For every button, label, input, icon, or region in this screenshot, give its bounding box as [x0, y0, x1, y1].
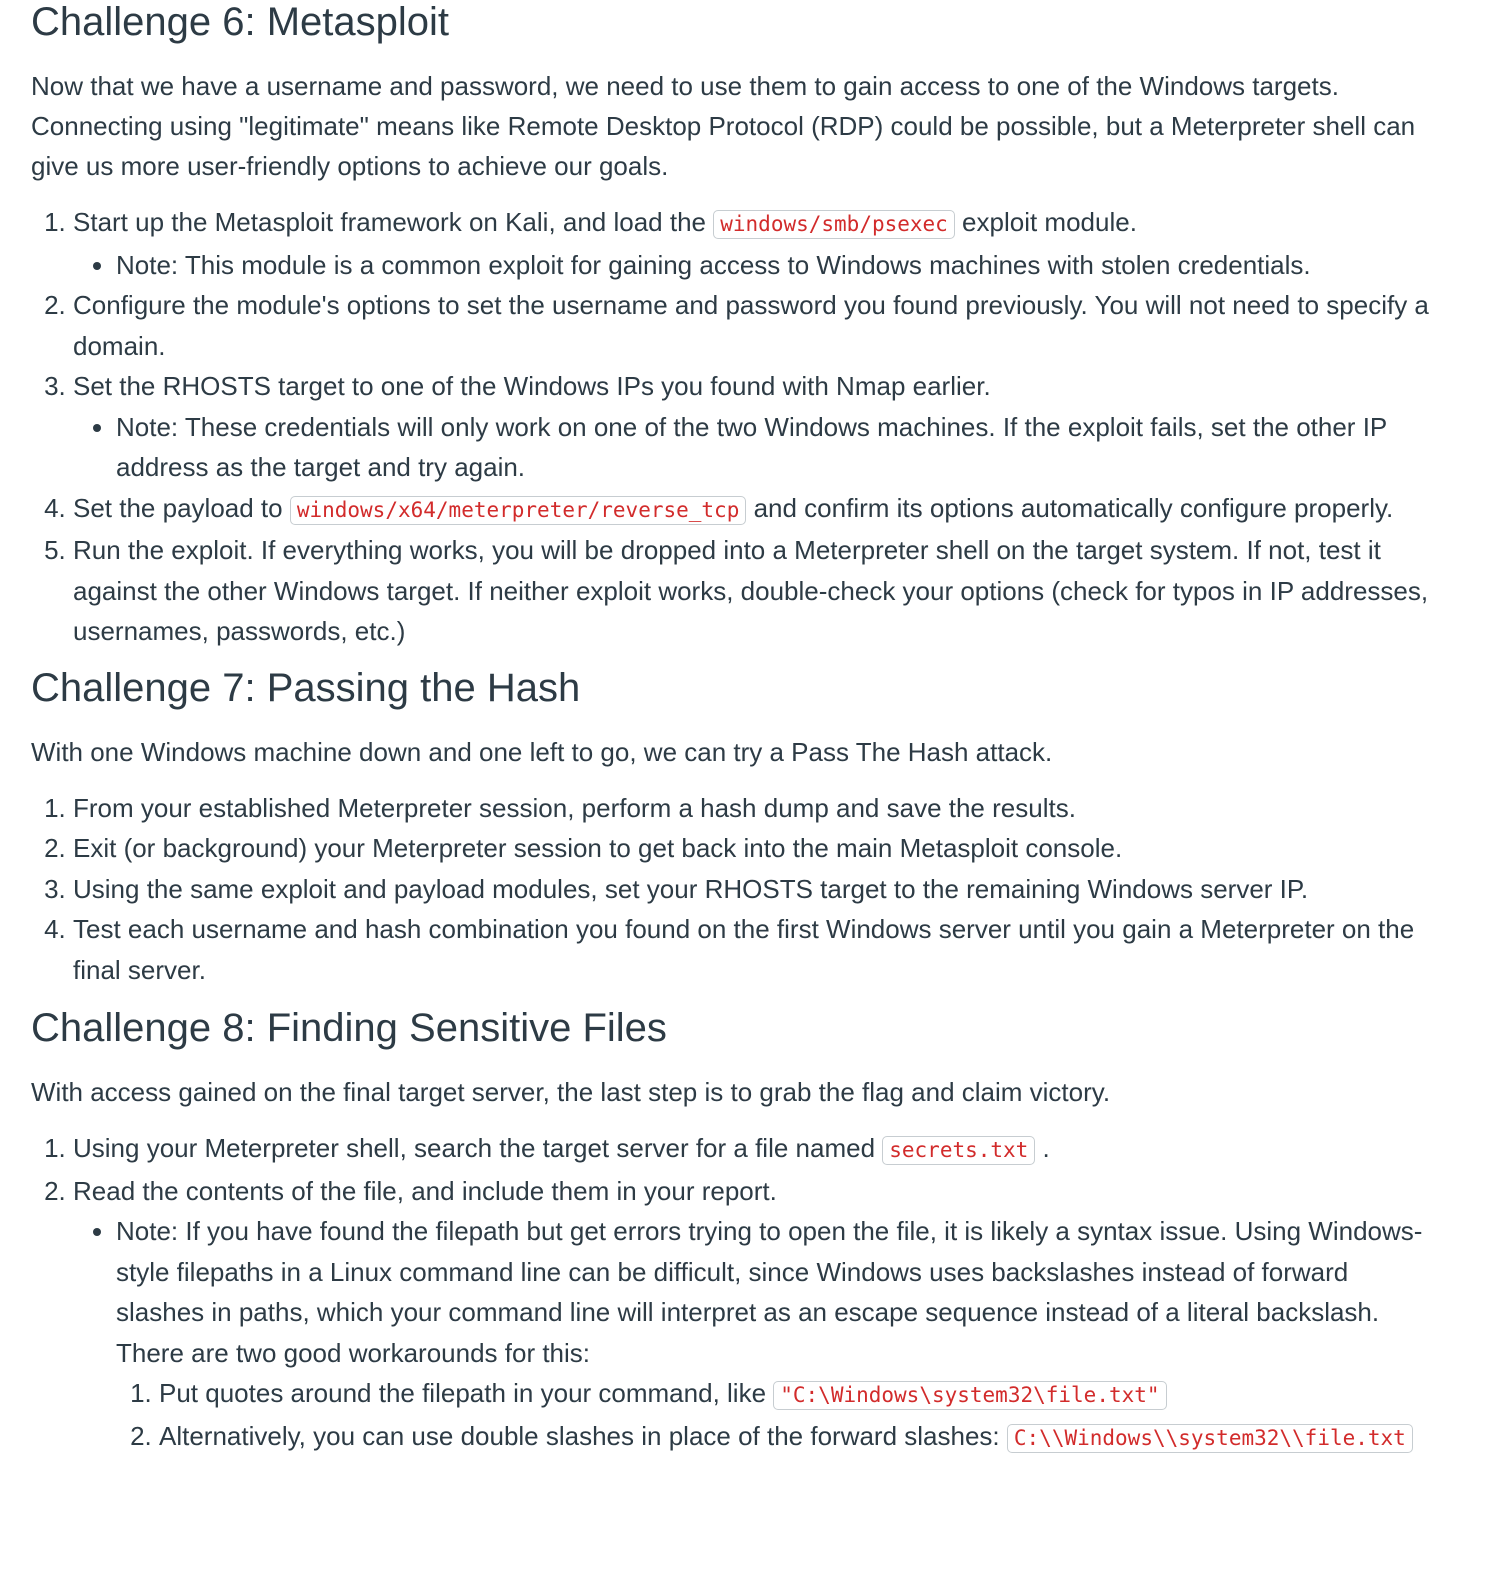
- workaround-item: [159, 1373, 1431, 1416]
- list-item: 1. From your established Meterpreter session, perform a hash dump and save the results.: [73, 788, 1431, 829]
- challenge-6-intro: Now that we have a username and password, we need to use them to gain access to one of the Windows targets. Connecting using "legitimate" means like Remote Desktop Protocol (RDP) could be possible, but a Meterpreter shell can give us more user-friendly options to achieve our goals.: [31, 71, 1416, 181]
- challenge-8-steps: [31, 1128, 1431, 1458]
- challenge-7-heading: Challenge 7: Passing the Hash: [31, 665, 581, 710]
- challenge-8-intro: With access gained on the final target server, the last step is to grab the flag and claim victory.: [31, 1077, 1111, 1107]
- workaround-item: [159, 1416, 1431, 1459]
- list-item: 2. Exit (or background) your Meterpreter session to get back into the main Metasploit console.: [73, 828, 1431, 869]
- step-text: .: [1035, 1133, 1050, 1163]
- code-snippet: "C:\Windows\system32\file.txt": [773, 1381, 1166, 1410]
- step-text: and confirm its options automatically configure properly.: [746, 492, 1394, 523]
- note-text: Note: If you have found the filepath but get errors trying to open the file, it is likely a syntax issue. Using Windows-style filepaths in a Linux command line can be difficult, since Windows uses backslashes instead of forward slashes in paths, which your command line will interpret as an escape sequence instead of a literal backslash. There are two good workarounds for this:: [116, 1216, 1423, 1368]
- list-item: [73, 488, 1431, 531]
- note-item: [116, 1211, 1431, 1458]
- note-list: [73, 245, 1431, 286]
- workaround-text: Put quotes around the filepath in your command, like: [159, 1378, 774, 1408]
- list-item: [73, 202, 1431, 285]
- note-list: [73, 1211, 1431, 1458]
- challenge-6-steps: [31, 202, 1431, 652]
- note-item: • Note: This module is a common exploit for gaining access to Windows machines with stolen credentials.: [116, 245, 1431, 286]
- list-item: [73, 1171, 1431, 1459]
- challenge-6-heading: Challenge 6: Metasploit: [31, 0, 450, 44]
- code-snippet: windows/smb/psexec: [713, 210, 955, 239]
- list-item: 3. Using the same exploit and payload modules, set your RHOSTS target to the remaining Windows server IP.: [73, 869, 1431, 910]
- step-text: Using your Meterpreter shell, search the target server for a file named: [73, 1133, 883, 1163]
- note-item: • Note: These credentials will only work on one of the two Windows machines. If the exploit fails, set the other IP address as the target and try again.: [116, 407, 1431, 488]
- workaround-list: [116, 1373, 1431, 1458]
- code-snippet: windows/x64/meterpreter/reverse_tcp: [290, 496, 747, 525]
- code-snippet: secrets.txt: [882, 1136, 1035, 1165]
- step-text: Set the payload to: [73, 492, 290, 523]
- list-item: 5. Run the exploit. If everything works, you will be dropped into a Meterpreter shell on the target system. If not, test it against the other Windows target. If neither exploit works, double-check your options (check for typos in IP addresses, usernames, passwords, etc.): [73, 530, 1431, 652]
- challenge-8-heading: Challenge 8: Finding Sensitive Files: [31, 1006, 667, 1050]
- challenge-7-intro: With one Windows machine down and one left to go, we can try a Pass The Hash attack.: [31, 736, 1053, 767]
- challenge-7-steps: [31, 788, 1431, 991]
- code-snippet: C:\\Windows\\system32\\file.txt: [1007, 1424, 1413, 1453]
- list-item: [73, 1128, 1431, 1171]
- list-item: 4. Test each username and hash combination you found on the first Windows server until you gain a Meterpreter on the final server.: [73, 909, 1431, 990]
- step-text: Read the contents of the file, and include them in your report.: [73, 1175, 777, 1206]
- workaround-text: Alternatively, you can use double slashes in place of the forward slashes:: [159, 1420, 1007, 1451]
- step-text: exploit module.: [954, 207, 1137, 237]
- step-text: Set the RHOSTS target to one of the Windows IPs you found with Nmap earlier.: [73, 371, 991, 401]
- note-list: [73, 407, 1431, 488]
- step-text: Start up the Metasploit framework on Kali, and load the: [73, 207, 714, 237]
- list-item: [73, 366, 1431, 488]
- list-item: 2. Configure the module's options to set the username and password you found previously. You will not need to specify a domain.: [73, 285, 1431, 366]
